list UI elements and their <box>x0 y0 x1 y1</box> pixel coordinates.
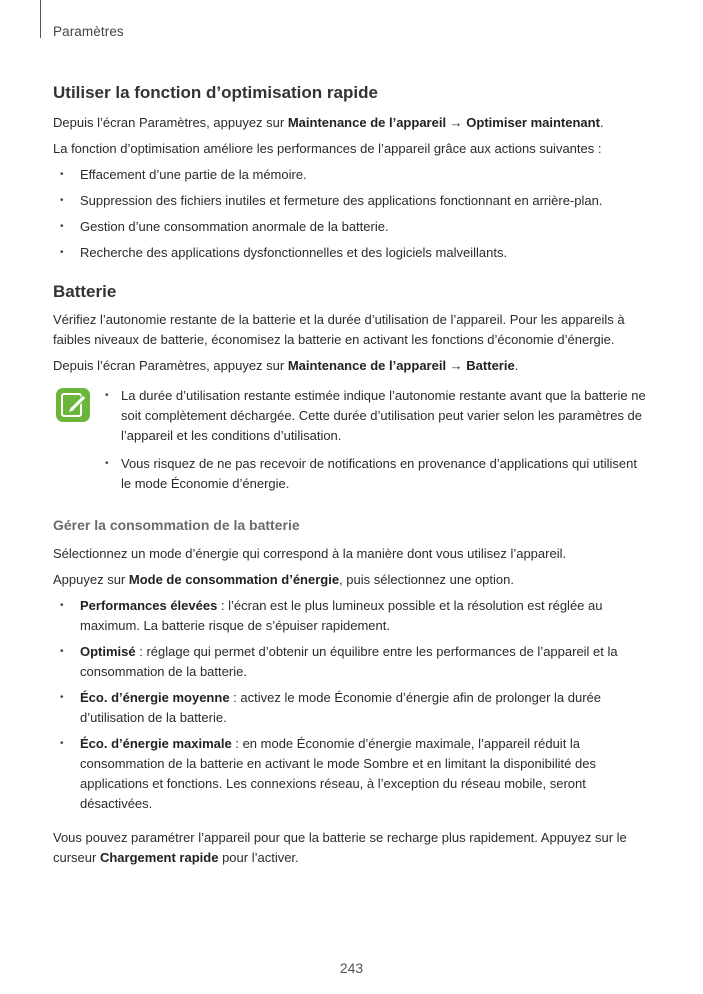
header-divider <box>40 0 41 38</box>
power-mode-options-list <box>53 596 649 814</box>
fast-charging-paragraph: Vous pouvez paramétrer l’appareil pour que la batterie se recharge plus rapidement. Appuyez sur le curseur Chargement rapide pour l’activer. <box>53 830 627 865</box>
power-management-heading: Gérer la consommation de la batterie <box>53 517 300 533</box>
battery-description: Vérifiez l’autonomie restante de la batterie et la durée d’utilisation de l’appareil. Pour les appareils à faibles niveaux de batterie, économisez la batterie en activant les fonctions d’économie d’énergie. <box>53 312 625 347</box>
list-item: • Suppression des fichiers inutiles et fermeture des applications fonctionnant en arrière-plan. <box>53 191 649 211</box>
option-name: Éco. d’énergie moyenne <box>80 690 230 705</box>
note-pencil-icon <box>56 388 90 422</box>
list-item: • Éco. d’énergie maximale : en mode Économie d’énergie maximale, l’appareil réduit la consommation de la batterie en activant le mode Sombre et en limitant la disponibilité des applications et fonctions. Les connexions réseau, à l’exception du réseau mobile, seront désactivées. <box>53 734 649 814</box>
optimization-actions-list <box>53 165 649 263</box>
page-number: 243 <box>339 960 364 976</box>
menu-path-battery: Batterie <box>466 358 515 373</box>
page-content <box>53 82 649 874</box>
battery-heading: Batterie <box>53 282 117 301</box>
option-name: Performances élevées <box>80 598 218 613</box>
section-label: Paramètres <box>53 24 124 39</box>
list-item: • Recherche des applications dysfonctionnelles et des logiciels malveillants. <box>53 243 649 263</box>
quick-optimization-instructions: Depuis l’écran Paramètres, appuyez sur Maintenance de l’appareil → Optimiser maintenant. <box>53 115 604 130</box>
battery-instructions: Depuis l’écran Paramètres, appuyez sur Maintenance de l’appareil → Batterie. <box>53 358 519 373</box>
menu-path-device-care: Maintenance de l’appareil <box>287 358 447 373</box>
list-item: • Éco. d’énergie moyenne : activez le mode Économie d’énergie afin de prolonger la durée d’utilisation de la batterie. <box>53 688 649 728</box>
note-list <box>101 386 649 494</box>
power-management-intro: Sélectionnez un mode d’énergie qui correspond à la manière dont vous utilisez l’appareil. <box>53 546 567 561</box>
list-item: • Effacement d’une partie de la mémoire. <box>53 165 649 185</box>
list-item: • Gestion d’une consommation anormale de la batterie. <box>53 217 649 237</box>
battery-note <box>53 386 649 494</box>
menu-path-device-care: Maintenance de l’appareil <box>287 115 447 130</box>
quick-optimization-intro: La fonction d’optimisation améliore les performances de l’appareil grâce aux actions suivantes : <box>53 141 602 156</box>
power-mode-instructions: Appuyez sur Mode de consommation d’énergie, puis sélectionnez une option. <box>53 572 514 587</box>
menu-path-optimize-now: Optimiser maintenant <box>466 115 600 130</box>
list-item: • La durée d’utilisation restante estimée indique l’autonomie restante avant que la batterie ne soit complètement déchargée. Cette durée d’utilisation peut varier selon les paramètres de l’appareil et les conditions d’utilisation. <box>101 386 649 446</box>
list-item: • Vous risquez de ne pas recevoir de notifications en provenance d’applications qui utilisent le mode Économie d’énergie. <box>101 454 649 494</box>
quick-optimization-heading: Utiliser la fonction d’optimisation rapide <box>53 83 378 102</box>
list-item: • Performances élevées : l’écran est le plus lumineux possible et la résolution est réglée au maximum. La batterie risque de s’épuiser rapidement. <box>53 596 649 636</box>
option-name: Éco. d’énergie maximale <box>80 736 232 751</box>
menu-path-power-mode: Mode de consommation d’énergie <box>128 572 340 587</box>
option-name: Optimisé <box>80 644 136 659</box>
list-item: • Optimisé : réglage qui permet d’obtenir un équilibre entre les performances de l’appareil et la consommation de la batterie. <box>53 642 649 682</box>
fast-charging-switch-label: Chargement rapide <box>99 850 219 865</box>
